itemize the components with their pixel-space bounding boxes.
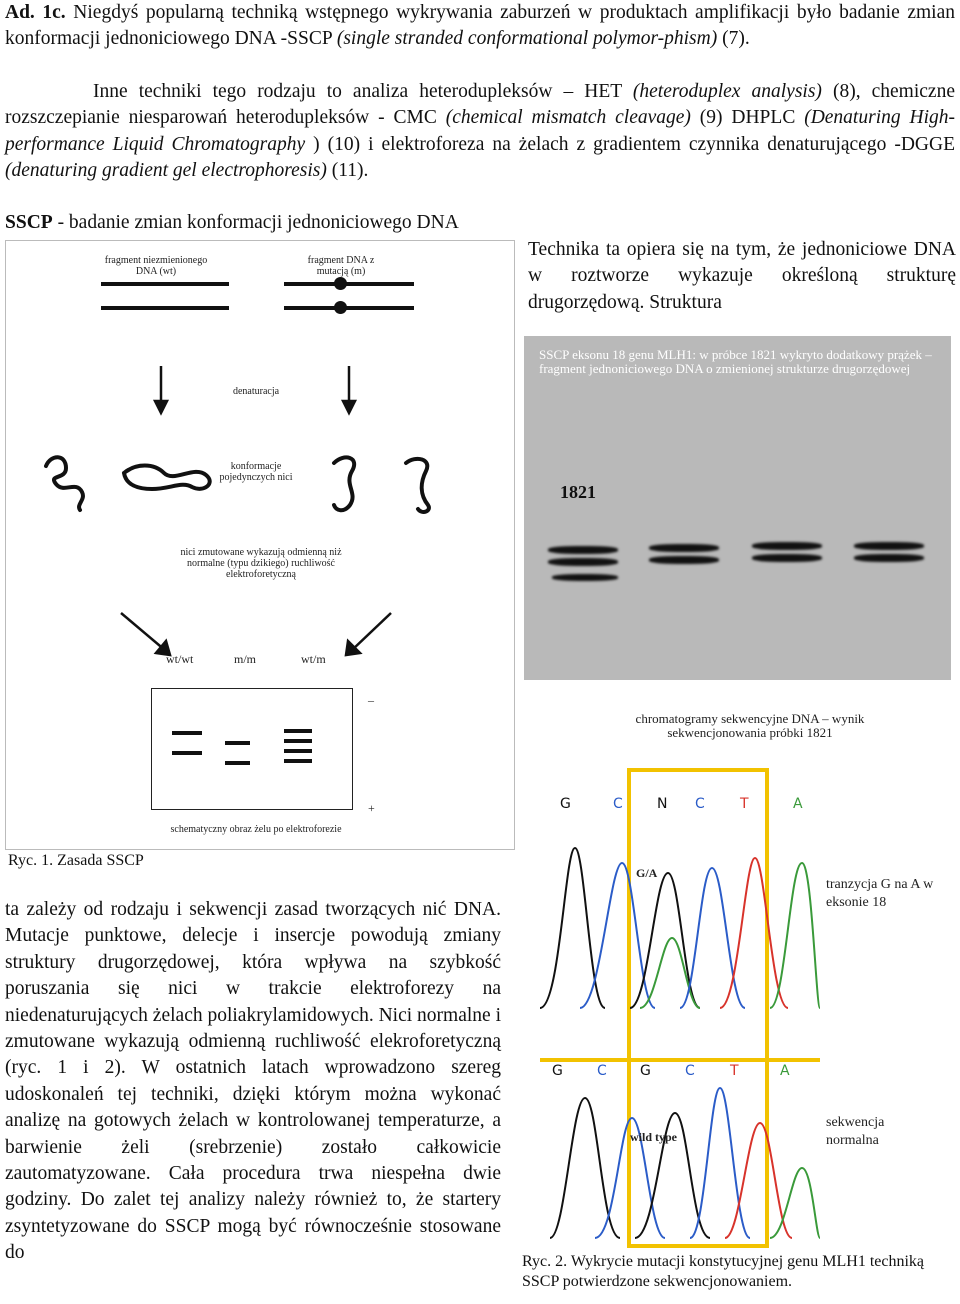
gel-band (172, 731, 202, 735)
base-label: C (613, 796, 623, 812)
trace-peak (580, 863, 658, 1008)
gel-band (548, 558, 618, 566)
gel-plus: + (368, 801, 375, 815)
trace-peak (540, 848, 605, 1008)
gel-minus: – (368, 693, 374, 707)
base-label: A (780, 1063, 790, 1079)
figure-2-gel-photo (524, 336, 951, 680)
text-run-italic: (heteroduplex analysis) (632, 81, 822, 102)
transition-note: tranzycja G na A w eksonie 18 (826, 877, 934, 910)
gel-band (284, 729, 312, 733)
sscp-heading-bold: SSCP (5, 212, 53, 233)
gel-band (225, 761, 250, 765)
schematic-gel (151, 688, 353, 810)
trace-peak (690, 1088, 750, 1238)
gel-band (649, 544, 719, 552)
gel-band (284, 749, 312, 753)
gel-band (284, 759, 312, 763)
intro-paragraph (5, 0, 955, 53)
lower-paragraph: ta zależy od rodzaju i sekwencji zasad tworzących nić DNA. Mutacje punktowe, delecje i insercje powodują zmiany struktury drugorzędowej, która wpływa na szybkość poruszania się nici w trakcie elektroforezy na niedenaturujących żelach poliakrylamidowych. Nici normalne i zmutowane wykazują odmienną ruchliwość elekroforetyczną (ryc. 1 i 2). W ostatnich latach wprowadzono szereg udoskonaleń tej techniki, dzięki którym można wykonać analizę na gotowych żelach w kontrolowanej temperaturze, a barwienie żeli (srebrzenie) zostało całkowicie zautomatyzowane. Cała procedura trwa niespełna dwie godziny. Do zalet tej analizy należy również to, że startery zsyntetyzowane do SSCP mogą być równocześnie stosowane do (5, 899, 501, 1264)
base-label: T (730, 1063, 739, 1079)
gel-band (752, 542, 822, 550)
mobility-note: nici zmutowane wykazują odmienną niż normalne (typu dzikiego) ruchliwość elektroforetyczną (180, 547, 342, 580)
lane-label-wtm: wt/m (301, 652, 326, 666)
figure-1-panel (5, 240, 515, 850)
arrow-diagonal-icon (121, 613, 391, 655)
base-label: G (552, 1063, 563, 1079)
figure-1-caption: Ryc. 1. Zasada SSCP (8, 852, 144, 869)
intro-italic: (single stranded conformational polymor-phism) (336, 28, 718, 50)
base-label: A (793, 796, 803, 812)
wild-type-label: wild type (630, 1130, 678, 1144)
text-run-italic: (denaturing gradient gel electrophoresis) (5, 160, 327, 182)
section-label: Ad. 1c. (5, 2, 66, 23)
gel-band (172, 751, 202, 755)
text-run: (9) DHPLC (690, 107, 805, 129)
gel-band (225, 741, 250, 745)
trace-peak (720, 858, 788, 1008)
text-run: ) (10) i elektroforeza na żelach z gradientem czynnika denaturującego -DGGE (305, 133, 955, 155)
trace-peak (550, 1098, 620, 1238)
techniques-paragraph (5, 79, 955, 185)
base-label: N (657, 796, 668, 812)
gel-band-extra (552, 574, 618, 581)
intro-end: (7). (717, 28, 750, 50)
gel-photo-header: SSCP eksonu 18 genu MLH1: w próbce 1821 wykryto dodatkowy prążek – fragment jednoniciowego DNA o zmienionej strukturze drugorzędowej (539, 347, 932, 376)
chromatogram-title: chromatogramy sekwencyjne DNA – wynik sekwencjonowania próbki 1821 (635, 711, 865, 740)
gel-band (649, 556, 719, 564)
base-label: T (740, 796, 749, 812)
lane-label-mm: m/m (234, 652, 257, 666)
gel-band (854, 554, 924, 562)
text-run-italic: (Denaturing High-performance Liquid Chromatography (5, 107, 955, 155)
base-label: C (597, 1063, 607, 1079)
trace-peak (680, 868, 745, 1008)
gel-band (752, 554, 822, 562)
base-label: C (685, 1063, 695, 1079)
gel-band (854, 542, 924, 550)
text-run: (8), chemiczne rozszczepianie niesparowań heterodupleksów - CMC (5, 81, 955, 129)
mut-fragment-label: fragment DNA z mutacją (m) (307, 255, 375, 277)
gel-band (548, 546, 618, 554)
normal-sequence-note: sekwencja normalna (826, 1115, 885, 1148)
base-label: G (560, 796, 571, 812)
figure-2-caption: Ryc. 2. Wykrycie mutacji konstytucyjnej genu MLH1 techniką SSCP potwierdzone sekwencjonowaniem. (522, 1253, 925, 1290)
sample-label: 1821 (560, 482, 596, 502)
intro-text: Niegdyś popularną techniką wstępnego wykrywania zaburzeń w produktach amplifikacji było badanie zmian konformacji jednoniciowego DNA -SSCP (5, 2, 955, 50)
sscp-heading (5, 210, 705, 236)
right-column-text: Technika ta opiera się na tym, że jednoniciowe DNA w roztworze wykazuje określoną strukturę drugorzędową. Struktura (528, 239, 956, 313)
ga-label: G/A (636, 866, 658, 880)
conformations-label: konformacje pojedynczych nici (219, 461, 293, 483)
gel-band (284, 739, 312, 743)
text-run: (11). (326, 160, 369, 182)
chromatogram-panel (540, 768, 820, 1246)
base-label: G (640, 1063, 651, 1079)
trace-peak (770, 1168, 820, 1238)
denaturation-label: denaturacja (232, 386, 280, 397)
wt-fragment-label: fragment niezmienionego DNA (wt) (104, 255, 208, 277)
gel-caption: schematyczny obraz żelu po elektroforezie (170, 824, 342, 835)
lane-label-wtwt: wt/wt (166, 652, 194, 666)
text-run-italic: (chemical mismatch cleavage) (445, 107, 691, 129)
sscp-heading-rest: - badanie zmian konformacji jednoniciowego DNA (52, 212, 459, 233)
base-label: C (695, 796, 705, 812)
text-run: Inne techniki tego rodzaju to analiza heterodupleksów – HET (93, 81, 633, 102)
chromatogram-traces (540, 768, 820, 1246)
